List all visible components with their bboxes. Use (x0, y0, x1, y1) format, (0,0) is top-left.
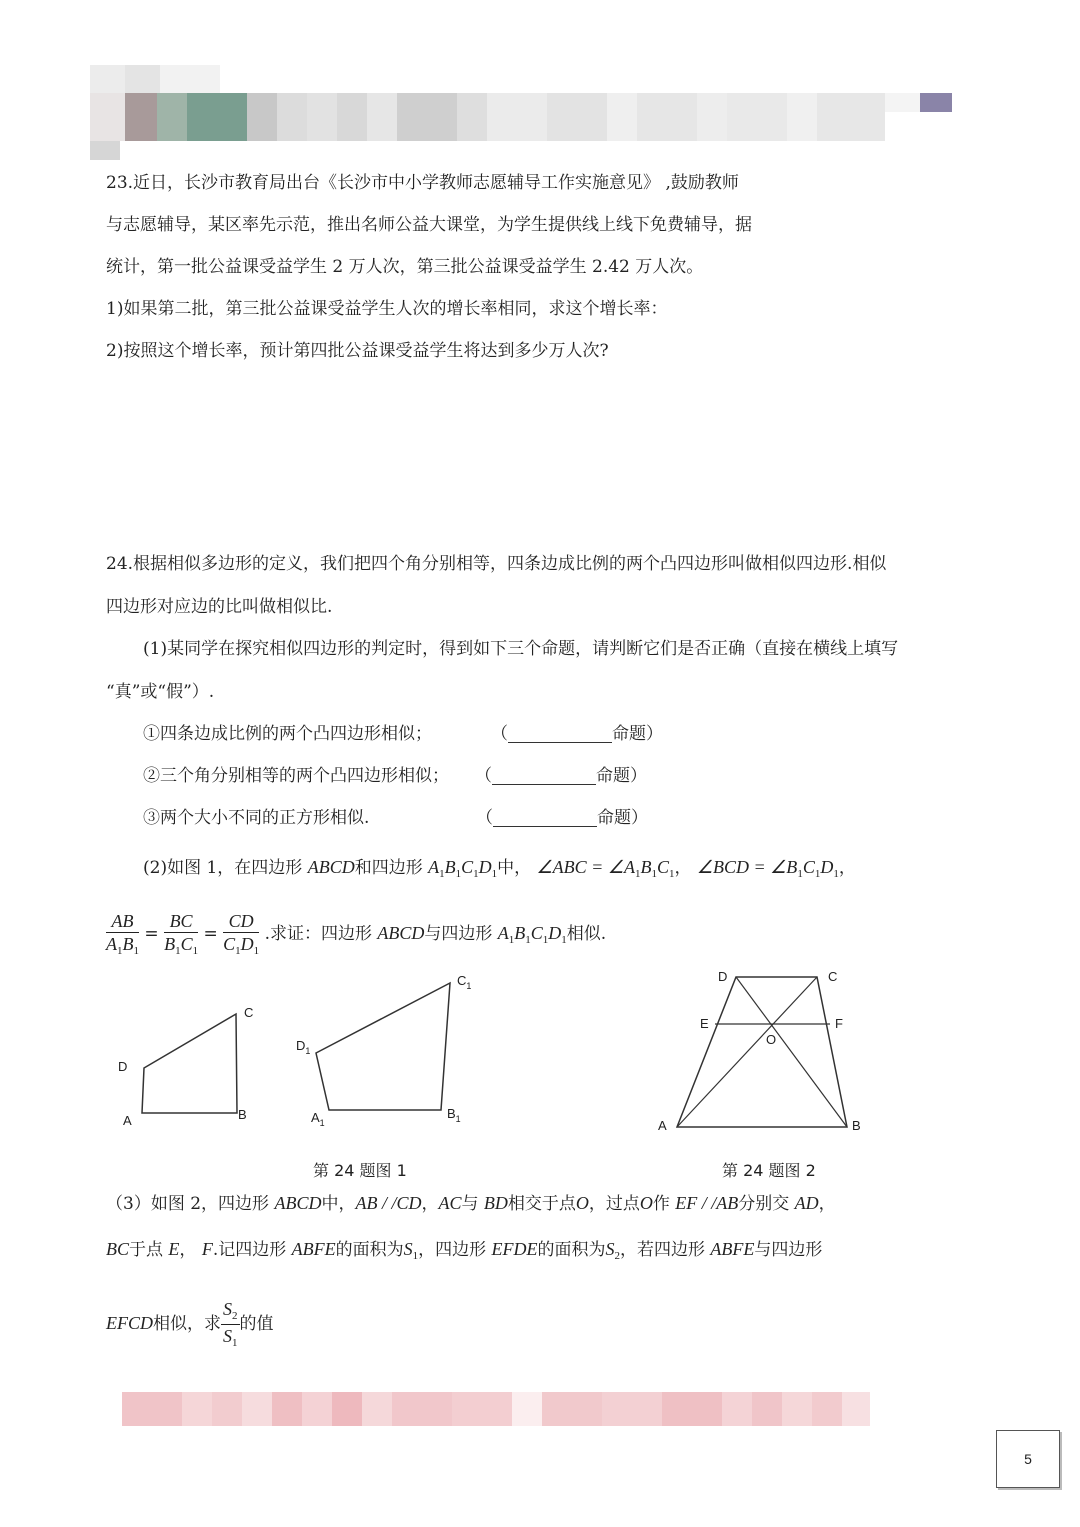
q24-prop3: ③两个大小不同的正方形相似. （ 命题） (143, 808, 648, 828)
q24-p3-line1: （3）如图 2，四边形 ABCD中，AB / /CD，AC与 BD相交于点O，过点O作 EF / /AB分别交 AD， (106, 1193, 836, 1214)
label-c: C (244, 1005, 254, 1020)
answer-blank-3[interactable] (493, 810, 597, 827)
quad-abcd (142, 1014, 237, 1113)
svg-text:B1: $B_1$ (447, 1106, 461, 1124)
label-a: A (123, 1113, 132, 1128)
label-b: B (238, 1107, 247, 1122)
answer-blank-2[interactable] (492, 768, 596, 785)
q24-line2: 四边形对应边的比叫做相似比. (106, 597, 333, 617)
q23-line1: 23.近日，长沙市教育局出台《长沙市中小学教师志愿辅导工作实施意见》 ,鼓励教师 (106, 173, 739, 193)
caption-fig2: 第 24 题图 2 (722, 1161, 816, 1180)
diagonal-bd (736, 977, 847, 1127)
svg-text:F: F (835, 1016, 843, 1031)
q23-line2: 与志愿辅导，某区率先示范，推出名师公益大课堂，为学生提供线上线下免费辅导，据 (106, 215, 752, 235)
svg-text:A: A (658, 1118, 667, 1133)
fraction-ab: $\frac{AB}{A_1B_1}$ (106, 911, 139, 957)
q24-p1-line2: “真”或“假”）. (106, 682, 215, 702)
blurred-header-mosaic (90, 65, 965, 160)
svg-text:A1: $A_1$ (311, 1110, 325, 1128)
svg-text:O: O (766, 1032, 777, 1047)
fraction-cd: $\frac{CD}{C_1D_1}$ (223, 911, 260, 957)
page-number-box: 5 (996, 1430, 1060, 1488)
q24-p2-statement: (2)如图 1，在四边形 ABCD和四边形 $A_1B_1C_1D_1$中， ∠ABC = $\angle A_1B_1C_1$， ∠BCD = $\angle B_1C_1D_1$， (143, 857, 856, 880)
answer-blank-1[interactable] (508, 726, 612, 743)
trapezoid-abcd (677, 977, 847, 1127)
diagonal-ac (677, 977, 817, 1127)
svg-text:E: E (700, 1016, 709, 1031)
figure-1 (110, 965, 490, 1140)
svg-text:C: C (828, 969, 838, 984)
q24-prop2: ②三个角分别相等的两个凸四边形相似； （ 命题） (143, 766, 647, 786)
q24-p3-line2: BC于点 E， F.记四边形 ABFE的面积为$S_1$，四边形 EFDE的面积为$S_2$，若四边形 ABFE与四边形 (106, 1239, 823, 1262)
q23-part2: 2)按照这个增长率，预计第四批公益课受益学生将达到多少万人次? (106, 341, 609, 361)
q24-p3-line3: EFCD相似，求 $\frac{S_2}{S_1}$ 的值 (106, 1299, 274, 1349)
quad-a1b1c1d1 (316, 983, 450, 1110)
caption-fig1: 第 24 题图 1 (313, 1161, 407, 1180)
blurred-footer-mosaic (122, 1392, 900, 1426)
svg-text:D1: $D_1$ (296, 1038, 311, 1056)
svg-text:C1: $C_1$ (457, 973, 472, 991)
label-d: D (118, 1059, 128, 1074)
q23-line3: 统计，第一批公益课受益学生 2 万人次，第三批公益课受益学生 2.42 万人次。 (106, 257, 704, 277)
svg-text:D: D (718, 969, 728, 984)
figure-2 (650, 965, 880, 1145)
q24-line1: 24.根据相似多边形的定义，我们把四个角分别相等，四条边成比例的两个凸四边形叫做相似四边形.相似 (106, 554, 887, 574)
fraction-bc: $\frac{BC}{B_1C_1}$ (164, 911, 199, 957)
q24-p2-ratio: $\frac{AB}{A_1B_1}$ = $\frac{BC}{B_1C_1}$ = $\frac{CD}{C_1D_1}$ .求证：四边形 ABCD与四边形 $A_1B_1C_1D_1$相似. (106, 911, 607, 957)
svg-text:B: B (852, 1118, 861, 1133)
q24-prop1: ①四条边成比例的两个凸四边形相似； （ 命题） (143, 724, 663, 744)
q24-p1-line1: (1)某同学在探究相似四边形的判定时，得到如下三个命题，请判断它们是否正确（直接在横线上填写 (143, 639, 899, 659)
fraction-s2-s1: $\frac{S_2}{S_1}$ (223, 1299, 238, 1349)
q23-part1: 1)如果第二批，第三批公益课受益学生人次的增长率相同，求这个增长率： (106, 299, 668, 319)
